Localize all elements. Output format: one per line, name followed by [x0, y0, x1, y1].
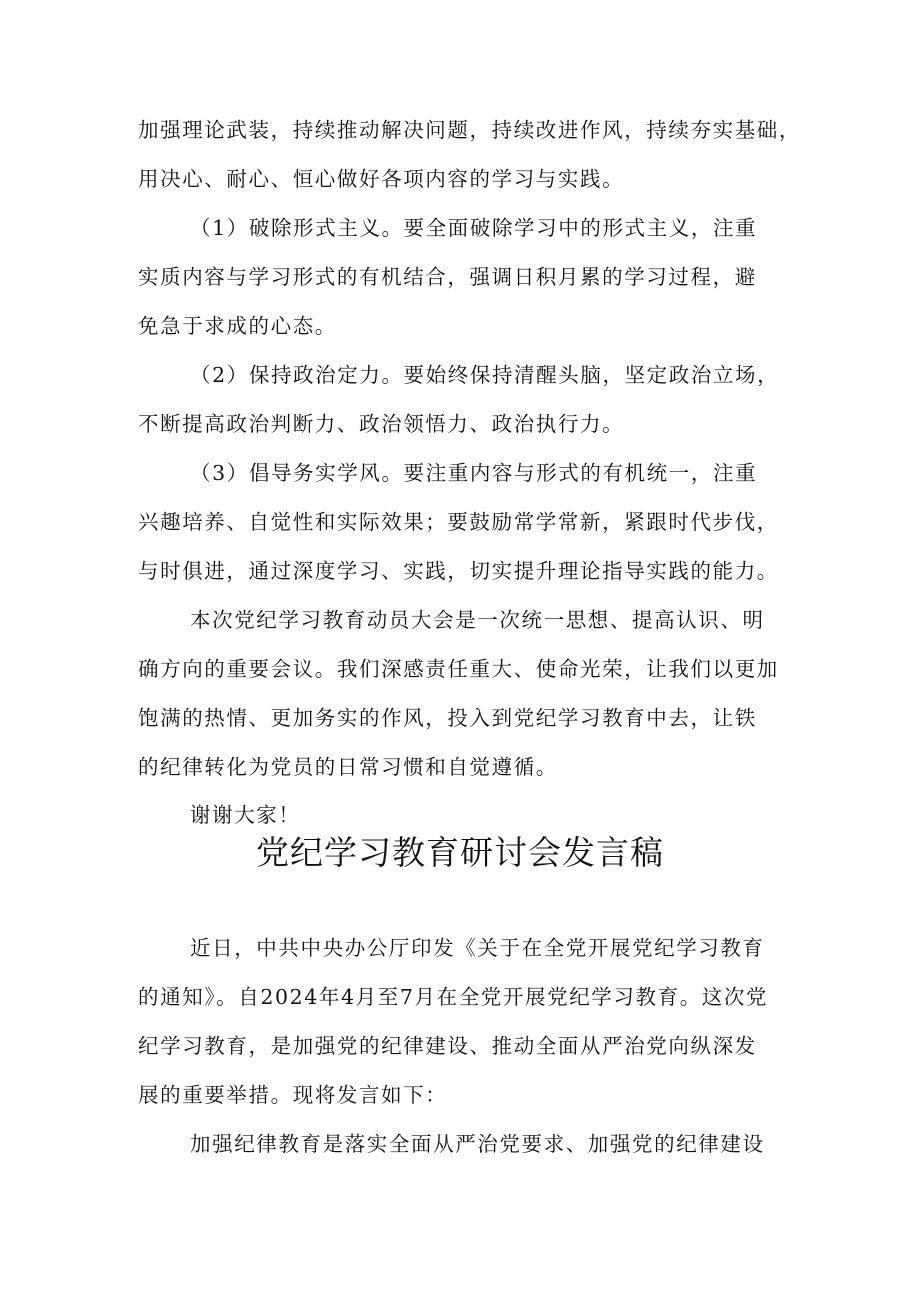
document-title: 党纪学习教育研讨会发言稿	[256, 833, 664, 872]
paragraph-line: 加强纪律教育是落实全面从严治党要求、加强党的纪律建设	[190, 1132, 765, 1156]
paragraph-line: 近日，中共中央办公厅印发《关于在全党开展党纪学习教育	[190, 936, 765, 960]
paragraph-line: 免急于求成的心态。	[138, 314, 337, 338]
paragraph-line: 纪学习教育，是加强党的纪律建设、推动全面从严治党向纵深发	[138, 1034, 757, 1058]
paragraph-line: （1）破除形式主义。要全面破除学习中的形式主义，注重	[190, 216, 758, 240]
paragraph-line: 与时俱进，通过深度学习、实践，切实提升理论指导实践的能力。	[138, 559, 779, 583]
paragraph-line: （3）倡导务实学风。要注重内容与形式的有机统一，注重	[190, 461, 758, 485]
paragraph-line: 确方向的重要会议。我们深感责任重大、使命光荣，让我们以更加	[138, 657, 779, 681]
closing-line: 谢谢大家！	[190, 803, 301, 827]
paragraph-line: 兴趣培养、自觉性和实际效果；要鼓励常学常新，紧跟时代步伐，	[138, 510, 779, 534]
paragraph-line: 饱满的热情、更加务实的作风，投入到党纪学习教育中去，让铁	[138, 706, 757, 730]
paragraph-line: 本次党纪学习教育动员大会是一次统一思想、提高认识、明	[190, 608, 765, 632]
paragraph-line: 用决心、耐心、恒心做好各项内容的学习与实践。	[138, 167, 625, 191]
paragraph-line: 的通知》。自2024年4月至7月在全党开展党纪学习教育。这次党	[138, 985, 769, 1009]
paragraph-line: 的纪律转化为党员的日常习惯和自觉遵循。	[138, 755, 558, 779]
paragraph-line: 加强理论武装，持续推动解决问题，持续改进作风，持续夯实基础，	[138, 118, 801, 142]
paragraph-line: 不断提高政治判断力、政治领悟力、政治执行力。	[138, 412, 625, 436]
paragraph-line: （2）保持政治定力。要始终保持清醒头脑，坚定政治立场，	[190, 363, 780, 387]
paragraph-line: 实质内容与学习形式的有机结合，强调日积月累的学习过程，避	[138, 265, 757, 289]
paragraph-line: 展的重要举措。现将发言如下：	[138, 1083, 448, 1107]
